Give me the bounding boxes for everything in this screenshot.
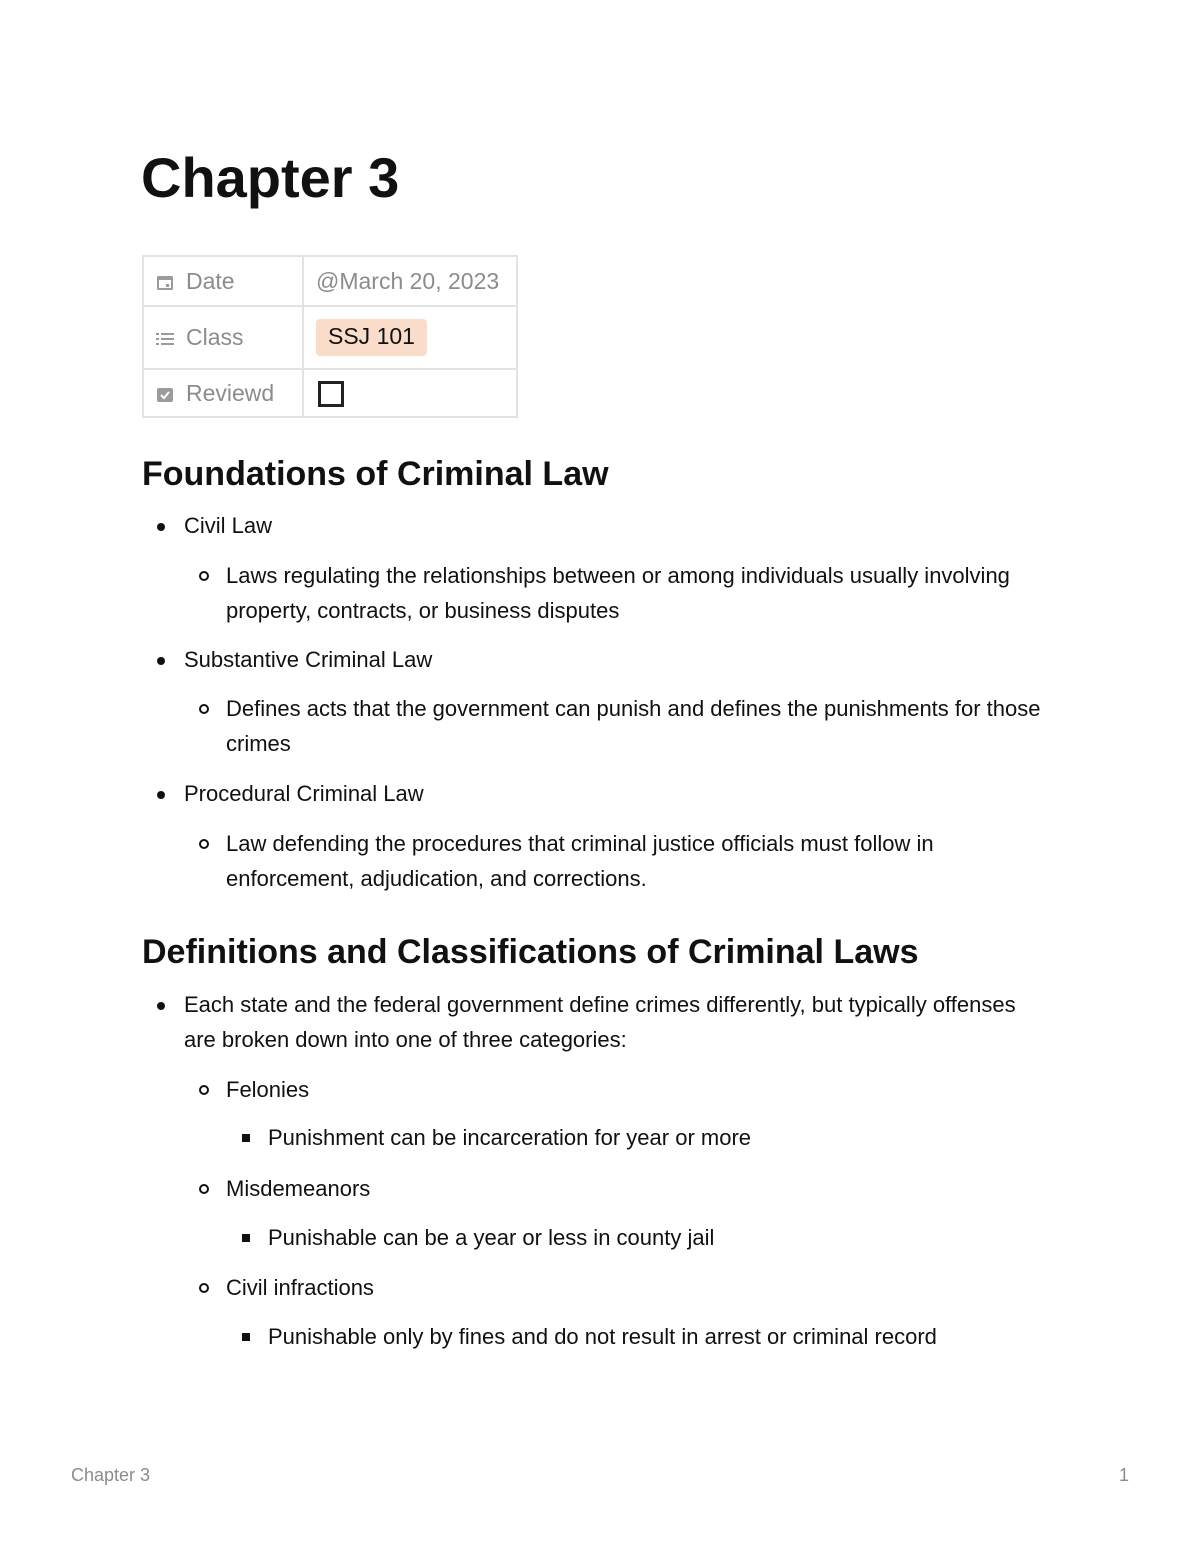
date-value[interactable]: @March 20, 2023 xyxy=(316,267,500,294)
bullet-circle xyxy=(199,1085,209,1095)
bullet-circle xyxy=(199,839,209,849)
property-value-date[interactable] xyxy=(303,256,517,306)
section-heading-foundations: Foundations of Criminal Law xyxy=(142,455,609,493)
calendar-icon xyxy=(156,275,174,291)
bullet-circle xyxy=(199,571,209,581)
checkbox-icon xyxy=(156,387,174,403)
class-tag[interactable]: SSJ 101 xyxy=(316,319,427,356)
property-key-class xyxy=(143,306,303,369)
list-item-civil-infractions-def: Punishable only by fines and do not result in arrest or criminal record xyxy=(268,1324,937,1349)
footer-title: Chapter 3 xyxy=(71,1465,151,1485)
list-item-misdemeanors: Misdemeanors xyxy=(226,1176,371,1201)
bullet-circle xyxy=(199,1184,209,1194)
page-title: Chapter 3 xyxy=(141,146,400,209)
property-key-reviewed xyxy=(143,369,303,417)
property-value-class[interactable] xyxy=(303,306,517,369)
property-row-reviewed xyxy=(143,369,517,417)
list-item-procedural: Procedural Criminal Law xyxy=(184,781,424,806)
list-item-civil-infractions: Civil infractions xyxy=(226,1275,374,1300)
class-label: Class xyxy=(186,324,244,350)
property-value-reviewed[interactable] xyxy=(303,369,517,417)
properties-table xyxy=(142,255,518,418)
list-item-procedural-def: Law defending the procedures that criminal justice officials must follow in enforcement, adjudication, and corrections. xyxy=(226,831,934,891)
reviewed-label: Reviewd xyxy=(186,379,275,406)
list-item-substantive-def: Defines acts that the government can punish and defines the punishments for those crimes xyxy=(226,696,1041,756)
bullet-square xyxy=(242,1333,250,1341)
property-row-class xyxy=(143,306,517,369)
bullet-circle xyxy=(199,1283,209,1293)
date-label: Date xyxy=(186,267,235,294)
list-item-felonies-def: Punishment can be incarceration for year or more xyxy=(268,1125,752,1150)
bullet-disc xyxy=(157,1002,165,1010)
bullet-square xyxy=(242,1134,250,1142)
list-icon xyxy=(156,331,174,347)
list-item-civil-law-def: Laws regulating the relationships between or among individuals usually involving property, contracts, or business disputes xyxy=(226,563,1010,623)
list-item-substantive: Substantive Criminal Law xyxy=(184,647,433,672)
page-number: 1 xyxy=(1118,1465,1129,1485)
property-key-date xyxy=(143,256,303,306)
bullet-disc xyxy=(157,523,165,531)
bullet-disc xyxy=(157,791,165,799)
reviewed-checkbox[interactable] xyxy=(318,381,344,407)
bullet-disc xyxy=(157,657,165,665)
bullet-circle xyxy=(199,704,209,714)
bullet-square xyxy=(242,1234,250,1242)
list-item-felonies: Felonies xyxy=(226,1077,310,1102)
section-heading-definitions: Definitions and Classifications of Criminal Laws xyxy=(142,933,919,971)
list-item-civil-law: Civil Law xyxy=(184,513,273,538)
list-item-misdemeanors-def: Punishable can be a year or less in county jail xyxy=(268,1225,715,1250)
list-item-categories-intro: Each state and the federal government define crimes differently, but typically offenses are broken down into one of three categories: xyxy=(184,992,1016,1052)
property-row-date xyxy=(143,256,517,306)
